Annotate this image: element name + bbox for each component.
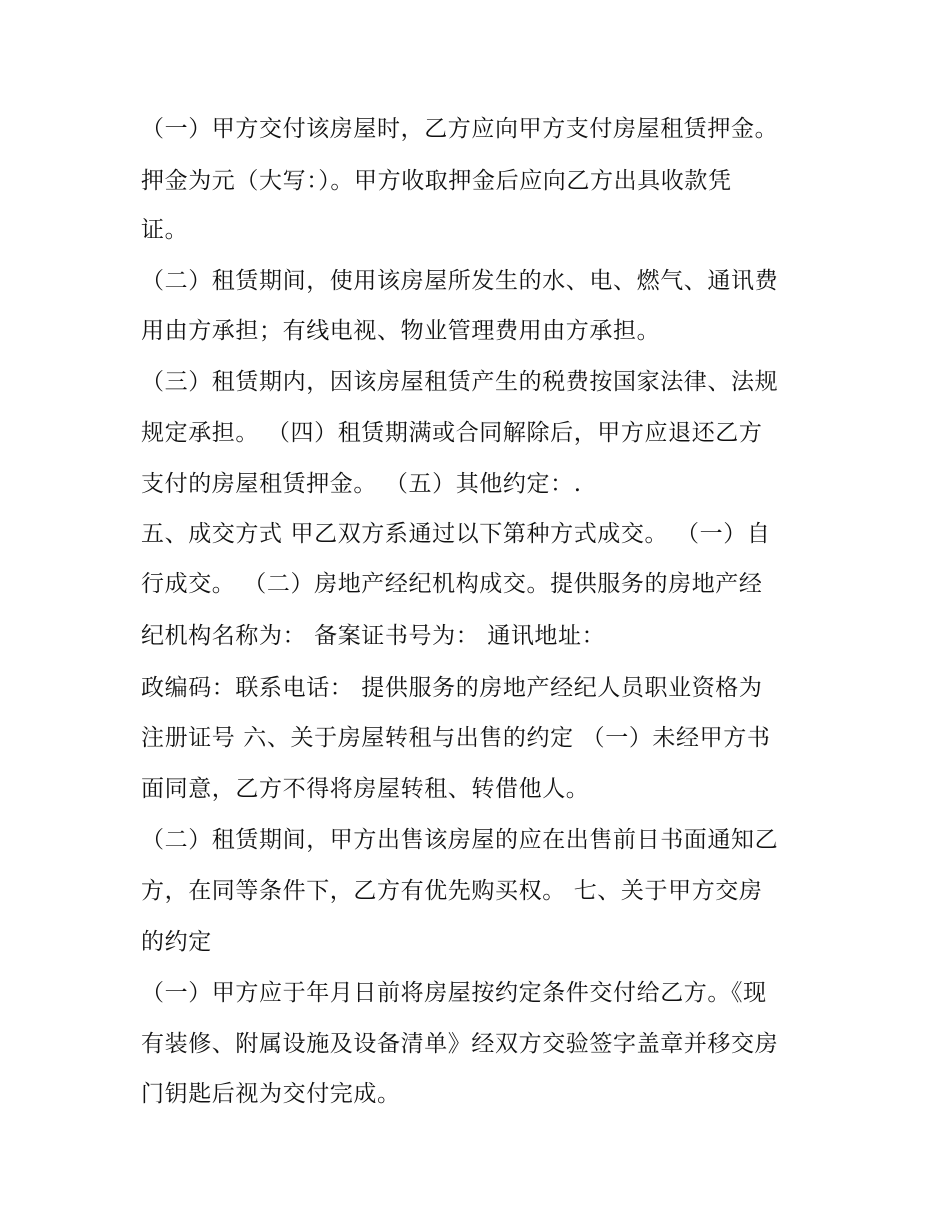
text-line: 支付的房屋租赁押金。 （五）其他约定：. bbox=[141, 471, 582, 497]
text-line: （二）租赁期间，使用该房屋所发生的水、电、燃气、通讯费 bbox=[141, 268, 779, 294]
text-line: 证。 bbox=[141, 217, 189, 243]
text-line: （一）甲方应于年月日前将房屋按约定条件交付给乙方。《现 bbox=[141, 980, 767, 1006]
text-line: 的约定 bbox=[141, 929, 212, 955]
text-line: （一）甲方交付该房屋时，乙方应向甲方支付房屋租赁押金。 bbox=[141, 116, 779, 142]
text-line: 方，在同等条件下，乙方有优先购买权。 七、关于甲方交房 bbox=[141, 878, 763, 904]
text-line: 面同意，乙方不得将房屋转租、转借他人。 bbox=[141, 776, 590, 802]
text-line: 纪机构名称为： 备案证书号为： 通讯地址： bbox=[141, 623, 606, 649]
text-line: （二）租赁期间，甲方出售该房屋的应在出售前日书面通知乙 bbox=[141, 827, 779, 853]
text-line: 政编码：联系电话： 提供服务的房地产经纪人员职业资格为 bbox=[141, 675, 763, 701]
text-line: 行成交。 （二）房地产经纪机构成交。提供服务的房地产经 bbox=[141, 571, 763, 597]
text-line: 门钥匙后视为交付完成。 bbox=[141, 1081, 401, 1107]
text-line: 有装修、附属设施及设备清单》经双方交验签字盖章并移交房 bbox=[141, 1031, 779, 1057]
text-line: （三）租赁期内，因该房屋租赁产生的税费按国家法律、法规 bbox=[141, 369, 779, 395]
text-line: 五、成交方式 甲乙双方系通过以下第种方式成交。 （一）自 bbox=[141, 521, 771, 547]
text-line: 注册证号 六、关于房屋转租与出售的约定 （一）未经甲方书 bbox=[141, 725, 771, 751]
text-line: 规定承担。 （四）租赁期满或合同解除后，甲方应退还乙方 bbox=[141, 420, 763, 446]
text-line: 用由方承担；有线电视、物业管理费用由方承担。 bbox=[141, 318, 661, 344]
text-line: 押金为元（大写：）。甲方收取押金后应向乙方出具收款凭 bbox=[141, 168, 732, 194]
